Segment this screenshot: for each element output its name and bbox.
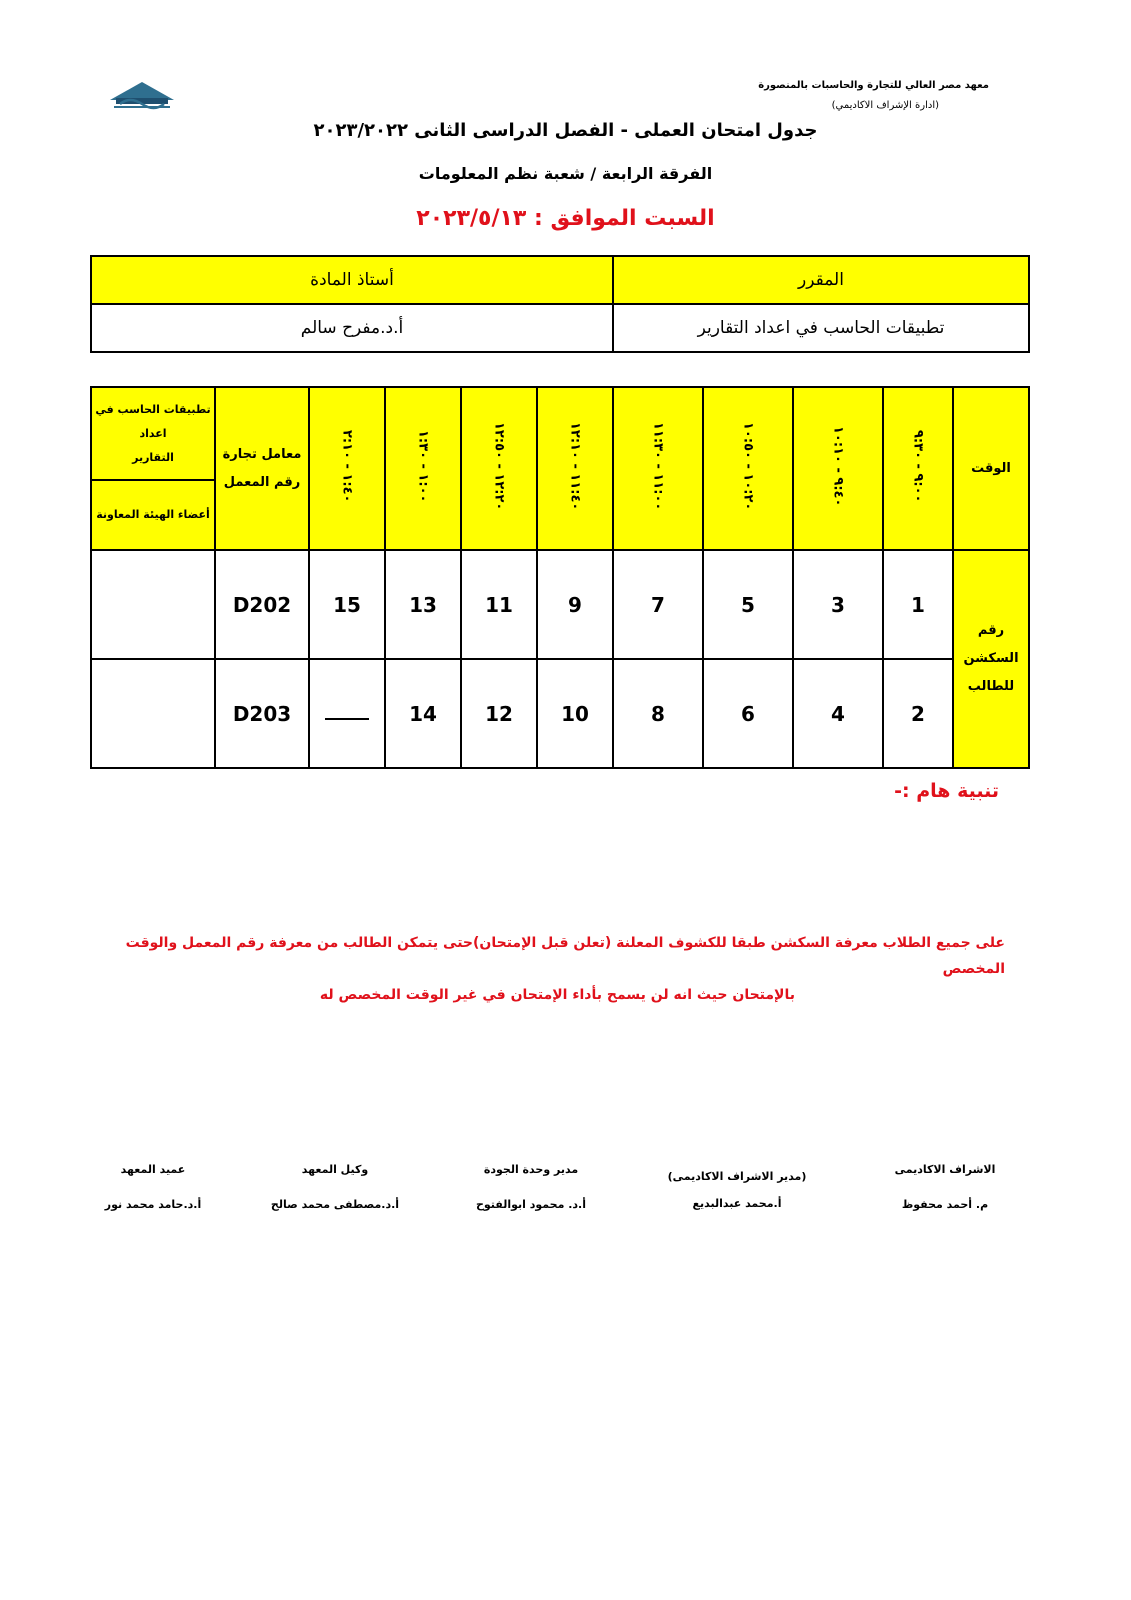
- course-table: [90, 255, 1030, 353]
- section-cell: 1: [883, 550, 953, 659]
- course-name: تطبيقات الحاسب في اعداد التقارير: [613, 304, 1029, 352]
- signature-block: [870, 1163, 1020, 1211]
- institute-logo: [106, 78, 178, 112]
- section-cell: 4: [793, 659, 883, 768]
- empty-section-cell: [309, 659, 385, 768]
- division-title: الفرقة الرابعة / شعبة نظم المعلومات: [418, 164, 713, 183]
- time-slot: ١:٠٠ - ١:٣٠: [385, 387, 461, 550]
- time-slot: ١:٤٠ - ٢:١٠: [309, 387, 385, 550]
- signature-block: [78, 1163, 228, 1211]
- section-cell: 2: [883, 659, 953, 768]
- section-cell: 14: [385, 659, 461, 768]
- lab-number: D203: [215, 659, 309, 768]
- section-cell: 6: [703, 659, 793, 768]
- signature-name: م. أحمد محفوظ: [901, 1198, 989, 1211]
- staff-label: أعضاء الهيئة المعاونة: [96, 508, 210, 521]
- section-cell: 8: [613, 659, 703, 768]
- course-header: المقرر: [613, 256, 1029, 304]
- time-header: الوقت: [953, 387, 1029, 550]
- schedule-title: جدول امتحان العملى - الفصل الدراسى الثانى ٢٠٢٣/٢٠٢٢: [313, 120, 818, 141]
- institute-name: معهد مصر العالي للتجارة والحاسبات بالمنصورة: [758, 80, 989, 91]
- section-cell: 3: [793, 550, 883, 659]
- staff-header: [91, 387, 215, 550]
- section-cell: 12: [461, 659, 537, 768]
- signature-role: وكيل المعهد: [301, 1163, 369, 1176]
- time-slot: ١٢:٢٠ - ١٢:٥٠: [461, 387, 537, 550]
- teacher-name: أ.د.مفرح سالم: [91, 304, 613, 352]
- teacher-header: أستاذ المادة: [91, 256, 613, 304]
- signature-name: أ.محمد عبدالبديع: [692, 1197, 782, 1210]
- signature-role: مدير وحدة الجودة: [483, 1163, 579, 1176]
- signature-name: أ.د. محمود ابوالفتوح: [475, 1198, 587, 1211]
- section-cell: 15: [309, 550, 385, 659]
- section-cell: 9: [537, 550, 613, 659]
- institute-department: (ادارة الإشراف الاكاديمي): [831, 100, 939, 111]
- signature-name: أ.د.مصطفى محمد صالح: [270, 1198, 400, 1211]
- signature-block: [456, 1163, 606, 1211]
- section-cell: 13: [385, 550, 461, 659]
- signature-role: الاشراف الاكاديمى: [894, 1163, 996, 1176]
- signature-role: عميد المعهد: [120, 1163, 186, 1176]
- exam-date: السبت الموافق : ٢٠٢٣/٥/١٣: [416, 206, 715, 231]
- warning-text: [105, 930, 1005, 1008]
- warning-line-1: على جميع الطلاب معرفة السكشن طبقا للكشوف المعلنة (تعلن قبل الإمتحان)حتى يتمكن الطالب من معرفة رقم المعمل والوقت المخصص: [125, 935, 1005, 977]
- time-slot: ١١:٠٠ - ١١:٣٠: [613, 387, 703, 550]
- signature-name: أ.د.حامد محمد نور: [104, 1198, 202, 1211]
- signature-role: (مدير الاشراف الاكاديمى): [667, 1170, 807, 1183]
- staff-course: تطبيقات الحاسب في اعداد التقارير: [92, 389, 214, 481]
- notice-title: تنبية هام :-: [894, 780, 999, 802]
- time-slot: ٩:٠٠ - ٩:٣٠: [883, 387, 953, 550]
- section-cell: 10: [537, 659, 613, 768]
- lab-number: D202: [215, 550, 309, 659]
- staff-cell: [91, 550, 215, 659]
- section-cell: 7: [613, 550, 703, 659]
- staff-cell: [91, 659, 215, 768]
- institute-header: [629, 76, 989, 116]
- time-slot: ١٠:٢٠ - ١٠:٥٠: [703, 387, 793, 550]
- signature-block: [260, 1163, 410, 1211]
- empty-dash: [325, 704, 369, 720]
- section-header: رقم السكشن للطالب: [953, 550, 1029, 768]
- lab-header: معامل تجارة رقم المعمل: [215, 387, 309, 550]
- section-cell: 5: [703, 550, 793, 659]
- section-cell: 11: [461, 550, 537, 659]
- schedule-table: [90, 386, 1030, 769]
- warning-line-2: بالإمتحان حيث انه لن يسمح بأداء الإمتحان في غير الوقت المخصص له: [319, 987, 795, 1003]
- time-slot: ٩:٤٠ - ١٠:١٠: [793, 387, 883, 550]
- signature-block: [662, 1170, 812, 1210]
- time-slot: ١١:٤٠ - ١٢:١٠: [537, 387, 613, 550]
